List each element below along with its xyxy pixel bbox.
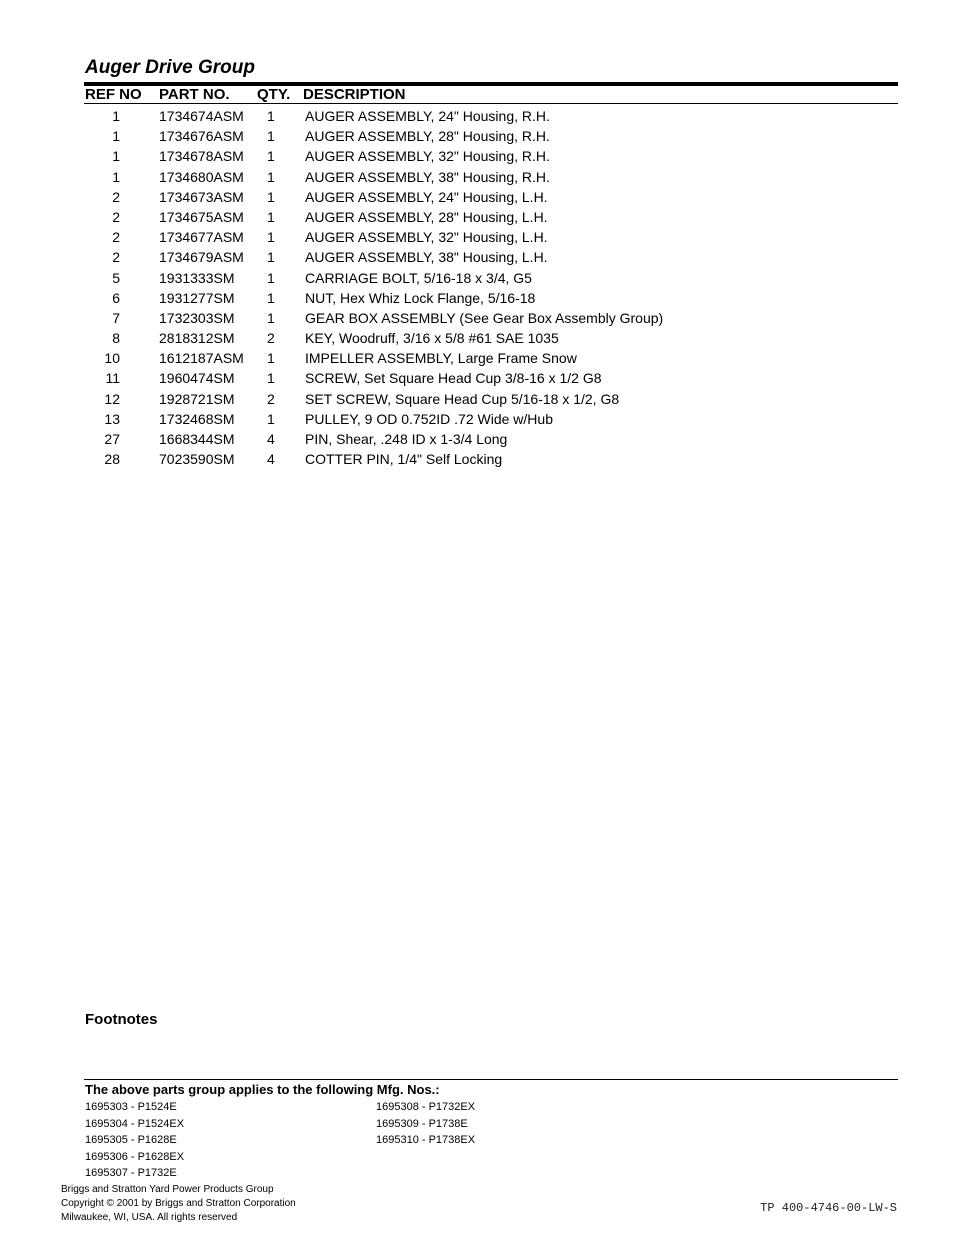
mfg-list-left: [85, 1099, 184, 1182]
table-row: [0, 187, 954, 207]
part-no-cell: 1668344SM: [159, 431, 235, 447]
description-cell: CARRIAGE BOLT, 5/16-18 x 3/4, G5: [305, 269, 532, 286]
ref-no-cell: 1: [112, 128, 120, 145]
ref-no-cell: 11: [105, 370, 120, 387]
part-no-cell: 2818312SM: [159, 330, 235, 347]
footnotes-heading: Footnotes: [85, 1011, 158, 1028]
description-cell: SCREW, Set Square Head Cup 3/8-16 x 1/2 G8: [305, 370, 602, 387]
qty-cell: 4: [267, 451, 275, 468]
table-row: [0, 126, 954, 146]
mfg-number: 1695306 - P1628EX: [85, 1150, 185, 1163]
description-cell: PULLEY, 9 OD 0.752ID .72 Wide w/Hub: [305, 410, 553, 427]
description-cell: SET SCREW, Square Head Cup 5/16-18 x 1/2, G8: [305, 390, 620, 407]
part-no-cell: 1734680ASM: [159, 168, 244, 185]
description-cell: AUGER ASSEMBLY, 38" Housing, L.H.: [305, 249, 548, 266]
mfg-number: 1695304 - P1524EX: [85, 1117, 185, 1130]
description-cell: GEAR BOX ASSEMBLY (See Gear Box Assembly Group): [305, 309, 664, 326]
part-no-cell: 1931333SM: [159, 269, 235, 286]
part-no-cell: 1734679ASM: [159, 249, 244, 266]
column-header-qty: QTY.: [257, 86, 291, 103]
mfg-number: 1695305 - P1628E: [85, 1134, 177, 1146]
table-row: [0, 409, 954, 429]
qty-cell: 1: [267, 370, 275, 387]
header-rule: [84, 103, 898, 104]
ref-no-cell: 5: [112, 269, 120, 286]
column-header-part-no: PART NO.: [159, 86, 230, 103]
table-row: [0, 288, 954, 308]
qty-cell: 2: [267, 390, 275, 407]
table-row: [0, 429, 954, 449]
copyright-block: [61, 1183, 296, 1225]
applies-title: The above parts group applies to the following Mfg. Nos.:: [85, 1082, 440, 1097]
ref-no-cell: 1: [112, 108, 120, 124]
description-cell: KEY, Woodruff, 3/16 x 5/8 #61 SAE 1035: [305, 330, 559, 347]
description-cell: AUGER ASSEMBLY, 38" Housing, R.H.: [305, 168, 550, 185]
qty-cell: 1: [267, 350, 275, 367]
part-no-cell: 1734676ASM: [159, 128, 244, 145]
description-cell: COTTER PIN, 1/4" Self Locking: [305, 451, 503, 468]
qty-cell: 1: [267, 128, 275, 145]
table-row: [0, 146, 954, 166]
ref-no-cell: 10: [104, 350, 120, 367]
part-no-cell: 1734675ASM: [159, 208, 244, 225]
ref-no-cell: 13: [104, 410, 120, 427]
part-no-cell: 1931277SM: [159, 289, 235, 306]
qty-cell: 1: [267, 309, 275, 326]
table-row: [0, 247, 954, 267]
qty-cell: 1: [267, 249, 275, 266]
description-cell: AUGER ASSEMBLY, 24" Housing, R.H.: [305, 108, 550, 124]
description-cell: AUGER ASSEMBLY, 28" Housing, L.H.: [305, 208, 548, 225]
part-no-cell: 1734677ASM: [159, 229, 244, 246]
applies-rule: [84, 1079, 898, 1080]
description-cell: NUT, Hex Whiz Lock Flange, 5/16-18: [305, 289, 536, 306]
copyright-line: Milwaukee, WI, USA. All rights reserved: [61, 1212, 238, 1223]
qty-cell: 1: [267, 208, 275, 225]
ref-no-cell: 27: [104, 431, 120, 447]
description-cell: PIN, Shear, .248 ID x 1-3/4 Long: [305, 431, 508, 447]
part-no-cell: 1732303SM: [159, 309, 235, 326]
table-row: [0, 227, 954, 247]
copyright-line: Briggs and Stratton Yard Power Products Group: [61, 1184, 274, 1195]
mfg-number: 1695303 - P1524E: [85, 1101, 177, 1113]
description-cell: AUGER ASSEMBLY, 28" Housing, R.H.: [305, 128, 550, 145]
description-cell: AUGER ASSEMBLY, 32" Housing, R.H.: [305, 148, 550, 165]
parts-table: [0, 106, 954, 469]
description-cell: AUGER ASSEMBLY, 32" Housing, L.H.: [305, 229, 548, 246]
qty-cell: 1: [267, 410, 275, 427]
page-title: Auger Drive Group: [85, 57, 255, 78]
ref-no-cell: 12: [104, 390, 120, 407]
table-row: [0, 268, 954, 288]
column-header-ref-no: REF NO: [85, 86, 142, 103]
ref-no-cell: 6: [112, 289, 120, 306]
ref-no-cell: 1: [112, 168, 120, 185]
document-code: TP 400-4746-00-LW-S: [760, 1201, 897, 1215]
ref-no-cell: 2: [112, 188, 120, 205]
table-row: [0, 167, 954, 187]
column-header-description: DESCRIPTION: [303, 86, 406, 103]
qty-cell: 1: [267, 188, 275, 205]
description-cell: IMPELLER ASSEMBLY, Large Frame Snow: [305, 350, 577, 367]
qty-cell: 1: [267, 148, 275, 165]
table-row: [0, 328, 954, 348]
part-no-cell: 1734673ASM: [159, 188, 244, 205]
ref-no-cell: 8: [112, 330, 120, 347]
part-no-cell: 1732468SM: [159, 410, 235, 427]
table-row: [0, 308, 954, 328]
qty-cell: 2: [267, 330, 275, 347]
mfg-number: 1695309 - P1738E: [376, 1117, 468, 1130]
ref-no-cell: 28: [104, 451, 120, 468]
qty-cell: 1: [267, 168, 275, 185]
mfg-number: 1695308 - P1732EX: [376, 1101, 476, 1113]
qty-cell: 1: [267, 108, 275, 124]
table-row: [0, 449, 954, 469]
ref-no-cell: 2: [112, 249, 120, 266]
mfg-number: 1695307 - P1732E: [85, 1167, 177, 1179]
qty-cell: 1: [267, 229, 275, 246]
description-cell: AUGER ASSEMBLY, 24" Housing, L.H.: [305, 188, 548, 205]
qty-cell: 1: [267, 289, 275, 306]
ref-no-cell: 2: [112, 229, 120, 246]
mfg-list-right: [376, 1099, 475, 1149]
part-no-cell: 7023590SM: [159, 451, 235, 468]
part-no-cell: 1612187ASM: [159, 350, 244, 367]
copyright-line: Copyright © 2001 by Briggs and Stratton Corporation: [61, 1198, 296, 1209]
table-row: [0, 207, 954, 227]
part-no-cell: 1734674ASM: [159, 108, 244, 124]
ref-no-cell: 1: [112, 148, 120, 165]
qty-cell: 4: [267, 431, 275, 447]
table-row: [0, 389, 954, 409]
table-row: [0, 348, 954, 368]
part-no-cell: 1928721SM: [159, 390, 235, 407]
mfg-number: 1695310 - P1738EX: [376, 1134, 476, 1146]
part-no-cell: 1960474SM: [159, 370, 235, 387]
ref-no-cell: 7: [112, 309, 120, 326]
ref-no-cell: 2: [112, 208, 120, 225]
qty-cell: 1: [267, 269, 275, 286]
table-row: [0, 368, 954, 388]
table-row: [0, 106, 954, 126]
part-no-cell: 1734678ASM: [159, 148, 244, 165]
